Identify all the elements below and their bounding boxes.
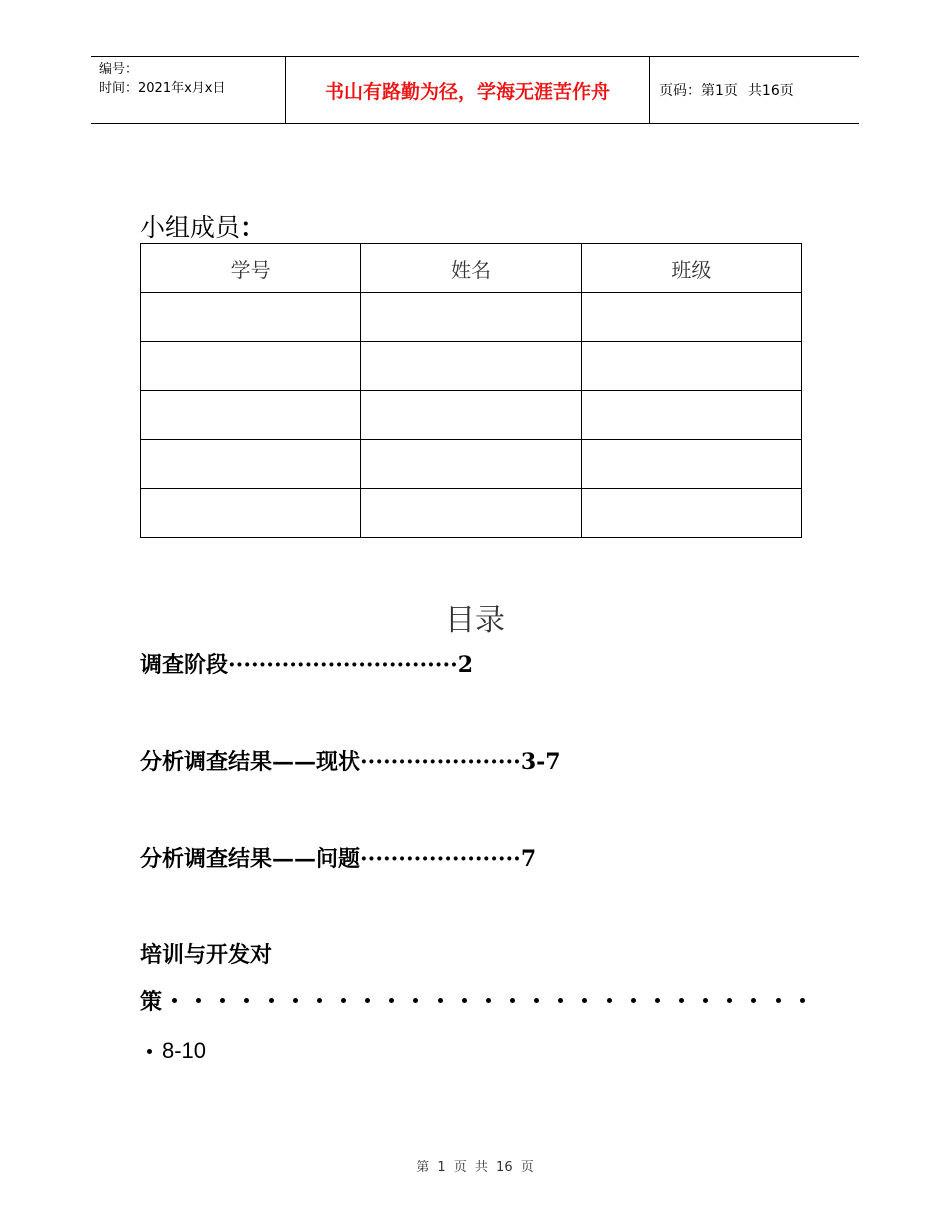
bullet-dot-icon xyxy=(147,1049,152,1054)
table-row xyxy=(141,293,802,342)
column-header-name: 姓名 xyxy=(361,244,581,293)
page-header xyxy=(91,56,859,124)
table-cell xyxy=(141,489,361,538)
header-page-info xyxy=(650,57,859,123)
table-cell xyxy=(141,440,361,489)
table-cell xyxy=(581,293,801,342)
toc-item-page-range xyxy=(147,1038,206,1064)
page-footer: 第 1 页 共 16 页 xyxy=(416,1160,534,1175)
toc-item-dot-leader xyxy=(140,985,805,1016)
table-cell xyxy=(141,342,361,391)
header-page-total: 共16页 xyxy=(747,83,794,99)
table-cell xyxy=(581,489,801,538)
table-cell xyxy=(581,342,801,391)
toc-item: 培训与开发对 xyxy=(140,942,273,968)
toc-item: 分析调查结果——现状·····················3-7 xyxy=(140,749,561,775)
toc-title: 目录 xyxy=(445,603,505,638)
table-cell xyxy=(141,391,361,440)
table-cell xyxy=(361,391,581,440)
table-cell xyxy=(361,342,581,391)
members-table xyxy=(140,243,802,538)
table-cell xyxy=(581,391,801,440)
table-row xyxy=(141,440,802,489)
table-row xyxy=(141,342,802,391)
table-cell xyxy=(361,489,581,538)
toc-page-range: 8-10 xyxy=(162,1038,207,1063)
members-heading: 小组成员： xyxy=(140,213,266,242)
table-header-row xyxy=(141,244,802,293)
toc-item: 分析调查结果——问题·····················7 xyxy=(140,846,537,872)
document-time-label: 时间：2021年x月x日 xyxy=(99,81,226,96)
header-motto: 书山有路勤为径，学海无涯苦作舟 xyxy=(286,57,650,123)
document-number-label: 编号： xyxy=(99,62,139,77)
table-cell xyxy=(581,440,801,489)
toc-item: 调查阶段······························2 xyxy=(140,652,474,678)
toc-item: 策 xyxy=(140,990,163,1015)
column-header-class: 班级 xyxy=(581,244,801,293)
column-header-student-id: 学号 xyxy=(141,244,361,293)
table-cell xyxy=(141,293,361,342)
dot-leader xyxy=(162,998,805,1003)
header-page-number: 页码：第1页 xyxy=(659,83,738,99)
table-cell xyxy=(361,440,581,489)
header-meta xyxy=(91,57,286,123)
table-row xyxy=(141,391,802,440)
table-row xyxy=(141,489,802,538)
table-cell xyxy=(361,293,581,342)
